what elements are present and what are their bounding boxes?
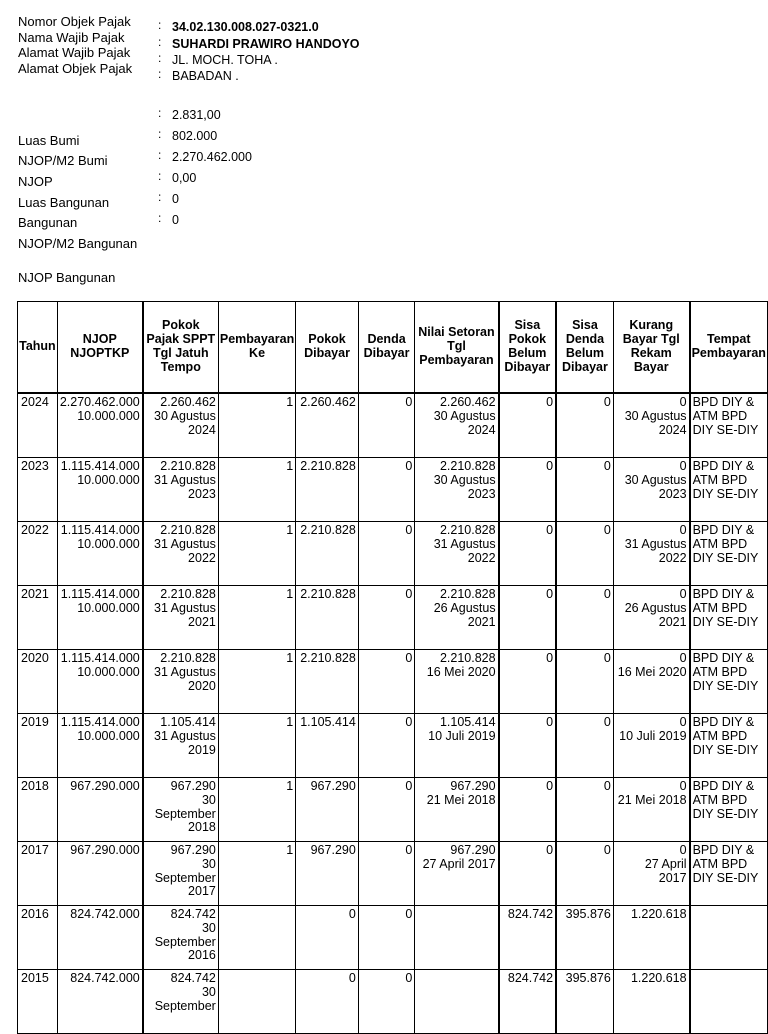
- cell-tempat: [690, 586, 768, 650]
- luas-bangunan-label: Luas Bangunan: [18, 195, 110, 210]
- cell-pokok-dibayar-pokok-dibayar: 2.260.462: [300, 395, 356, 409]
- cell-pembayaran-ke-ke: 1: [286, 715, 294, 729]
- cell-nilai-setoran: [415, 650, 499, 714]
- cell-nilai-setoran-tgl-bayar: 30 Agustus 2023: [433, 472, 496, 501]
- cell-tahun-tahun: 2023: [21, 459, 49, 473]
- cell-denda-dibayar: [358, 714, 415, 778]
- cell-pokok-dibayar-pokok-dibayar: 2.210.828: [300, 587, 356, 601]
- cell-nilai-setoran-tgl-bayar: 10 Juli 2019: [428, 728, 496, 743]
- cell-pokok-dibayar: [296, 650, 359, 714]
- cell-tempat: [690, 778, 768, 842]
- cell-kurang-bayar-kurang: 0: [679, 779, 687, 793]
- cell-pokok-pajak-jatuh-tempo: 30 September: [154, 984, 216, 1013]
- colon: :: [158, 190, 162, 204]
- cell-sisa-denda: [556, 522, 613, 586]
- cell-njop: [57, 906, 142, 970]
- cell-sisa-denda-sisa-denda: 0: [603, 395, 611, 409]
- cell-kurang-bayar: [613, 393, 689, 458]
- colon: :: [158, 51, 162, 65]
- cell-denda-dibayar: [358, 906, 415, 970]
- njop-bumi-label: NJOP: [18, 174, 53, 189]
- alamat-wajib-pajak-value: JL. MOCH. TOHA .: [172, 53, 278, 67]
- cell-pokok-pajak: [143, 906, 219, 970]
- cell-njop: [57, 458, 142, 522]
- cell-tahun: [18, 714, 58, 778]
- cell-denda-dibayar: [358, 842, 415, 906]
- cell-nilai-setoran-setoran: 2.210.828: [439, 587, 496, 601]
- cell-njop: [57, 842, 142, 906]
- cell-pokok-pajak-jatuh-tempo: 31 Agustus 2019: [154, 728, 216, 757]
- cell-njop: [57, 714, 142, 778]
- cell-tahun-tahun: 2022: [21, 523, 49, 537]
- cell-tahun-tahun: 2016: [21, 907, 49, 921]
- cell-sisa-pokok: [499, 778, 556, 842]
- cell-denda-dibayar: [358, 458, 415, 522]
- cell-pembayaran-ke: [218, 586, 295, 650]
- cell-pokok-dibayar-pokok-dibayar: 1.105.414: [300, 715, 356, 729]
- cell-sisa-pokok-sisa-pokok: 0: [546, 651, 554, 665]
- cell-pokok-pajak-jatuh-tempo: 30 September 2017: [154, 856, 216, 899]
- col-header-denda-dibayar: Denda Dibayar: [358, 302, 415, 394]
- cell-denda-dibayar: [358, 650, 415, 714]
- cell-denda-dibayar: [358, 522, 415, 586]
- cell-tempat: [690, 393, 768, 458]
- cell-kurang-bayar-tgl-rekam: 31 Agustus 2022: [624, 536, 687, 565]
- colon: :: [158, 169, 162, 183]
- cell-njop-njop: 824.742.000: [70, 907, 140, 921]
- cell-tahun-tahun: 2017: [21, 843, 49, 857]
- cell-tempat: [690, 714, 768, 778]
- njop-m2-bangunan-label-2: NJOP/M2 Bangunan: [18, 236, 138, 251]
- cell-pembayaran-ke: [218, 906, 295, 970]
- cell-pembayaran-ke: [218, 778, 295, 842]
- cell-pokok-dibayar-pokok-dibayar: 2.210.828: [300, 523, 356, 537]
- cell-tahun: [18, 393, 58, 458]
- cell-sisa-pokok-sisa-pokok: 0: [546, 587, 554, 601]
- cell-pokok-dibayar-pokok-dibayar: 0: [348, 907, 356, 921]
- cell-tempat-tempat: BPD DIY & ATM BPD DIY SE-DIY: [692, 843, 759, 885]
- cell-kurang-bayar-kurang: 1.220.618: [630, 907, 687, 921]
- luas-bumi-label: Luas Bumi: [18, 133, 80, 148]
- cell-kurang-bayar-tgl-rekam: 26 Agustus 2021: [624, 600, 687, 629]
- cell-denda-dibayar-denda-dibayar: 0: [405, 843, 413, 857]
- njop-bangunan-value: 0: [172, 213, 179, 227]
- cell-sisa-denda-sisa-denda: 0: [603, 715, 611, 729]
- cell-kurang-bayar: [613, 714, 689, 778]
- cell-kurang-bayar: [613, 586, 689, 650]
- cell-tahun-tahun: 2020: [21, 651, 49, 665]
- cell-nilai-setoran: [415, 842, 499, 906]
- cell-njop-njoptkp: 10.000.000: [77, 472, 140, 487]
- cell-sisa-denda-sisa-denda: 0: [603, 779, 611, 793]
- cell-njop: [57, 522, 142, 586]
- cell-sisa-pokok-sisa-pokok: 0: [546, 779, 554, 793]
- cell-kurang-bayar: [613, 458, 689, 522]
- cell-pokok-pajak: [143, 393, 219, 458]
- cell-pokok-pajak-jatuh-tempo: 30 September 2016: [154, 920, 216, 963]
- cell-sisa-denda-sisa-denda: 0: [603, 843, 611, 857]
- cell-sisa-denda: [556, 842, 613, 906]
- cell-denda-dibayar-denda-dibayar: 0: [405, 907, 413, 921]
- cell-sisa-denda: [556, 650, 613, 714]
- njop-m2-bangunan-label: Bangunan: [18, 215, 78, 230]
- cell-denda-dibayar-denda-dibayar: 0: [405, 651, 413, 665]
- cell-nilai-setoran-tgl-bayar: 27 April 2017: [422, 856, 496, 871]
- cell-njop-njoptkp: 10.000.000: [77, 408, 140, 423]
- cell-tempat: [690, 650, 768, 714]
- table-row: [18, 393, 768, 458]
- cell-pokok-pajak-pokok: 824.742: [170, 907, 216, 921]
- cell-sisa-pokok: [499, 393, 556, 458]
- cell-sisa-pokok: [499, 650, 556, 714]
- cell-kurang-bayar-tgl-rekam: 16 Mei 2020: [617, 664, 687, 679]
- colon: :: [158, 67, 162, 81]
- njop-m2-bumi-label: NJOP/M2 Bumi: [18, 153, 108, 168]
- col-header-pokok-pajak: Pokok Pajak SPPT Tgl Jatuh Tempo: [143, 302, 219, 394]
- njop-m2-bumi-value: 802.000: [172, 129, 218, 143]
- cell-tempat: [690, 842, 768, 906]
- cell-kurang-bayar-tgl-rekam: 30 Agustus 2023: [624, 472, 687, 501]
- cell-njop: [57, 393, 142, 458]
- cell-pokok-pajak: [143, 522, 219, 586]
- colon: :: [158, 127, 162, 141]
- table-header-row: [18, 302, 768, 394]
- cell-sisa-denda-sisa-denda: 395.876: [565, 971, 611, 985]
- cell-pokok-pajak-jatuh-tempo: 31 Agustus 2022: [154, 536, 216, 565]
- cell-sisa-pokok-sisa-pokok: 0: [546, 459, 554, 473]
- cell-njop-njop: 967.290.000: [70, 843, 140, 857]
- table-row: [18, 842, 768, 906]
- cell-njop-njoptkp: 10.000.000: [77, 664, 140, 679]
- cell-nilai-setoran-setoran: 967.290: [450, 779, 496, 793]
- cell-sisa-denda-sisa-denda: 0: [603, 459, 611, 473]
- cell-pokok-pajak: [143, 586, 219, 650]
- cell-kurang-bayar: [613, 778, 689, 842]
- cell-pembayaran-ke: [218, 842, 295, 906]
- cell-pokok-pajak-pokok: 967.290: [170, 779, 216, 793]
- cell-sisa-pokok: [499, 842, 556, 906]
- cell-sisa-pokok: [499, 586, 556, 650]
- cell-pembayaran-ke-ke: 1: [286, 587, 294, 601]
- cell-njop-njop: 1.115.414.000: [60, 651, 140, 665]
- cell-nilai-setoran: [415, 714, 499, 778]
- cell-sisa-denda: [556, 586, 613, 650]
- cell-pokok-dibayar: [296, 906, 359, 970]
- cell-njop-njoptkp: 10.000.000: [77, 536, 140, 551]
- cell-tempat: [690, 522, 768, 586]
- colon: :: [158, 148, 162, 162]
- cell-pokok-dibayar-pokok-dibayar: 967.290: [310, 779, 356, 793]
- cell-tempat-tempat: BPD DIY & ATM BPD DIY SE-DIY: [692, 779, 759, 821]
- cell-kurang-bayar-tgl-rekam: 27 April 2017: [644, 856, 687, 885]
- cell-tahun: [18, 458, 58, 522]
- cell-pokok-pajak-pokok: 2.210.828: [160, 587, 216, 601]
- cell-sisa-denda-sisa-denda: 0: [603, 587, 611, 601]
- cell-njop: [57, 650, 142, 714]
- cell-nilai-setoran: [415, 778, 499, 842]
- cell-pokok-pajak: [143, 458, 219, 522]
- cell-denda-dibayar: [358, 393, 415, 458]
- njop-bumi-value: 2.270.462.000: [172, 150, 252, 164]
- cell-nilai-setoran: [415, 522, 499, 586]
- cell-kurang-bayar: [613, 650, 689, 714]
- cell-nilai-setoran-setoran: 1.105.414: [439, 715, 496, 729]
- cell-nilai-setoran: [415, 458, 499, 522]
- cell-tempat-tempat: BPD DIY & ATM BPD DIY SE-DIY: [692, 459, 759, 501]
- cell-denda-dibayar-denda-dibayar: 0: [405, 715, 413, 729]
- cell-pembayaran-ke: [218, 458, 295, 522]
- alamat-objek-pajak-value: BABADAN .: [172, 69, 239, 83]
- cell-kurang-bayar-tgl-rekam: 21 Mei 2018: [617, 792, 687, 807]
- cell-kurang-bayar-kurang: 0: [679, 395, 687, 409]
- cell-denda-dibayar: [358, 586, 415, 650]
- cell-njop-njop: 1.115.414.000: [60, 459, 140, 473]
- colon: :: [158, 211, 162, 225]
- njop-m2-bangunan-value: 0: [172, 192, 179, 206]
- col-header-tahun: Tahun: [18, 302, 58, 394]
- cell-sisa-denda-sisa-denda: 0: [603, 523, 611, 537]
- cell-njop-njop: 967.290.000: [70, 779, 140, 793]
- col-header-pembayaran-ke: Pembayaran Ke: [218, 302, 295, 394]
- cell-denda-dibayar-denda-dibayar: 0: [405, 459, 413, 473]
- cell-pembayaran-ke-ke: 1: [286, 779, 294, 793]
- cell-nilai-setoran-tgl-bayar: 21 Mei 2018: [426, 792, 496, 807]
- cell-sisa-denda: [556, 458, 613, 522]
- cell-njop-njoptkp: 10.000.000: [77, 600, 140, 615]
- luas-bumi-value: 2.831,00: [172, 108, 221, 122]
- cell-nilai-setoran-tgl-bayar: 31 Agustus 2022: [433, 536, 496, 565]
- cell-sisa-pokok-sisa-pokok: 824.742: [507, 907, 554, 921]
- cell-tahun-tahun: 2015: [21, 971, 49, 985]
- nama-wajib-pajak-value: SUHARDI PRAWIRO HANDOYO: [172, 37, 360, 51]
- table-row: [18, 714, 768, 778]
- cell-pokok-dibayar: [296, 458, 359, 522]
- col-header-sisa-denda: Sisa Denda Belum Dibayar: [556, 302, 613, 394]
- cell-pokok-pajak: [143, 714, 219, 778]
- colon: :: [158, 35, 162, 49]
- cell-pokok-dibayar: [296, 842, 359, 906]
- cell-pembayaran-ke: [218, 650, 295, 714]
- cell-pokok-pajak: [143, 842, 219, 906]
- col-header-pokok-dibayar: Pokok Dibayar: [296, 302, 359, 394]
- payment-history-table: [17, 301, 768, 1034]
- cell-tempat-tempat: BPD DIY & ATM BPD DIY SE-DIY: [692, 715, 759, 757]
- nomor-objek-value: 34.02.130.008.027-0321.0: [172, 20, 319, 34]
- cell-denda-dibayar-denda-dibayar: 0: [405, 971, 413, 985]
- cell-kurang-bayar-kurang: 0: [679, 715, 687, 729]
- cell-tempat-tempat: BPD DIY & ATM BPD DIY SE-DIY: [692, 395, 759, 437]
- cell-denda-dibayar-denda-dibayar: 0: [405, 395, 413, 409]
- cell-sisa-pokok-sisa-pokok: 0: [546, 843, 554, 857]
- cell-pokok-dibayar: [296, 778, 359, 842]
- cell-pokok-pajak-jatuh-tempo: 31 Agustus 2020: [154, 664, 216, 693]
- cell-pokok-pajak-pokok: 2.210.828: [160, 523, 216, 537]
- cell-pokok-dibayar-pokok-dibayar: 0: [348, 971, 356, 985]
- cell-nilai-setoran-tgl-bayar: 26 Agustus 2021: [433, 600, 496, 629]
- cell-pokok-pajak-pokok: 967.290: [170, 843, 216, 857]
- cell-kurang-bayar-kurang: 0: [679, 651, 687, 665]
- table-row: [18, 778, 768, 842]
- col-header-njop: NJOP NJOPTKP: [57, 302, 142, 394]
- cell-sisa-pokok-sisa-pokok: 824.742: [507, 971, 554, 985]
- cell-pokok-dibayar-pokok-dibayar: 2.210.828: [300, 651, 356, 665]
- cell-tempat-tempat: BPD DIY & ATM BPD DIY SE-DIY: [692, 587, 759, 629]
- table-row: [18, 650, 768, 714]
- cell-tahun: [18, 906, 58, 970]
- cell-tahun-tahun: 2024: [21, 395, 49, 409]
- cell-tempat-tempat: BPD DIY & ATM BPD DIY SE-DIY: [692, 651, 759, 693]
- cell-pokok-dibayar: [296, 522, 359, 586]
- cell-pembayaran-ke-ke: 1: [286, 523, 294, 537]
- cell-pokok-pajak: [143, 650, 219, 714]
- cell-njop-njop: 1.115.414.000: [60, 523, 140, 537]
- cell-sisa-pokok-sisa-pokok: 0: [546, 395, 554, 409]
- cell-nilai-setoran: [415, 393, 499, 458]
- cell-njop-njop: 1.115.414.000: [60, 715, 140, 729]
- cell-pembayaran-ke-ke: 1: [286, 395, 294, 409]
- col-header-sisa-pokok: Sisa Pokok Belum Dibayar: [499, 302, 556, 394]
- cell-sisa-denda: [556, 778, 613, 842]
- njop-bangunan-label: NJOP Bangunan: [18, 270, 116, 285]
- cell-nilai-setoran-setoran: 2.210.828: [439, 651, 496, 665]
- cell-denda-dibayar-denda-dibayar: 0: [405, 779, 413, 793]
- cell-tempat-tempat: BPD DIY & ATM BPD DIY SE-DIY: [692, 523, 759, 565]
- cell-pokok-pajak-pokok: 2.260.462: [160, 395, 216, 409]
- cell-nilai-setoran: [415, 586, 499, 650]
- cell-sisa-pokok: [499, 906, 556, 970]
- cell-pokok-pajak-jatuh-tempo: 31 Agustus 2021: [154, 600, 216, 629]
- luas-bangunan-value: 0,00: [172, 171, 197, 185]
- cell-sisa-denda: [556, 393, 613, 458]
- cell-pokok-dibayar-pokok-dibayar: 2.210.828: [300, 459, 356, 473]
- table-row: [18, 522, 768, 586]
- cell-nilai-setoran-tgl-bayar: 30 Agustus 2024: [433, 408, 496, 437]
- cell-nilai-setoran-setoran: 2.210.828: [439, 459, 496, 473]
- cell-pokok-pajak-jatuh-tempo: 30 Agustus 2024: [154, 408, 216, 437]
- cell-tahun-tahun: 2018: [21, 779, 49, 793]
- colon: :: [158, 18, 162, 32]
- cell-tahun: [18, 842, 58, 906]
- cell-pokok-pajak-jatuh-tempo: 31 Agustus 2023: [154, 472, 216, 501]
- cell-pembayaran-ke-ke: 1: [286, 843, 294, 857]
- cell-kurang-bayar-kurang: 0: [679, 587, 687, 601]
- cell-kurang-bayar: [613, 842, 689, 906]
- cell-nilai-setoran-setoran: 967.290: [450, 843, 496, 857]
- cell-njop-njoptkp: 10.000.000: [77, 728, 140, 743]
- cell-pokok-pajak: [143, 778, 219, 842]
- cell-njop: [57, 586, 142, 650]
- cell-denda-dibayar-denda-dibayar: 0: [405, 523, 413, 537]
- cell-denda-dibayar: [358, 778, 415, 842]
- cell-kurang-bayar-kurang: 0: [679, 843, 687, 857]
- cell-pokok-dibayar: [296, 714, 359, 778]
- cell-kurang-bayar-tgl-rekam: 30 Agustus 2024: [624, 408, 687, 437]
- cell-pembayaran-ke-ke: 1: [286, 459, 294, 473]
- cell-pokok-dibayar: [296, 586, 359, 650]
- cell-sisa-pokok: [499, 458, 556, 522]
- cell-njop: [57, 778, 142, 842]
- cell-tahun: [18, 778, 58, 842]
- table-row: [18, 586, 768, 650]
- cell-sisa-denda-sisa-denda: 0: [603, 651, 611, 665]
- table-row: [18, 458, 768, 522]
- cell-sisa-pokok: [499, 714, 556, 778]
- cell-pokok-pajak-jatuh-tempo: 30 September 2018: [154, 792, 216, 835]
- col-header-nilai-setoran: Nilai Setoran Tgl Pembayaran: [415, 302, 499, 394]
- cell-pembayaran-ke: [218, 714, 295, 778]
- cell-pokok-pajak-pokok: 2.210.828: [160, 651, 216, 665]
- info-labels: Nomor Objek Pajak Nama Wajib Pajak Alamat Wajib Pajak Alamat Objek Pajak: [18, 14, 133, 76]
- cell-pembayaran-ke-ke: 1: [286, 651, 294, 665]
- cell-pembayaran-ke: [218, 522, 295, 586]
- cell-njop-njop: 2.270.462.000: [59, 395, 140, 409]
- colon: :: [158, 106, 162, 120]
- cell-denda-dibayar-denda-dibayar: 0: [405, 587, 413, 601]
- cell-tempat: [690, 458, 768, 522]
- cell-nilai-setoran-tgl-bayar: 16 Mei 2020: [426, 664, 496, 679]
- cell-njop-njop: 824.742.000: [70, 971, 140, 985]
- cell-kurang-bayar-kurang: 0: [679, 523, 687, 537]
- cell-tahun: [18, 586, 58, 650]
- cell-tahun: [18, 522, 58, 586]
- cell-tahun: [18, 650, 58, 714]
- cell-tempat: [690, 906, 768, 970]
- cell-sisa-pokok-sisa-pokok: 0: [546, 523, 554, 537]
- cell-pembayaran-ke: [218, 393, 295, 458]
- cell-sisa-pokok-sisa-pokok: 0: [546, 715, 554, 729]
- cell-tahun-tahun: 2019: [21, 715, 49, 729]
- cell-pokok-dibayar-pokok-dibayar: 967.290: [310, 843, 356, 857]
- cell-nilai-setoran-setoran: 2.210.828: [439, 523, 496, 537]
- cell-nilai-setoran: [415, 906, 499, 970]
- cell-nilai-setoran-setoran: 2.260.462: [439, 395, 496, 409]
- cell-sisa-denda: [556, 714, 613, 778]
- table-row: [18, 906, 768, 970]
- cell-sisa-denda: [556, 906, 613, 970]
- cell-kurang-bayar-kurang: 0: [679, 459, 687, 473]
- cell-kurang-bayar: [613, 906, 689, 970]
- cell-pokok-pajak-pokok: 2.210.828: [160, 459, 216, 473]
- col-header-tempat: Tempat Pembayaran: [690, 302, 768, 394]
- cell-pokok-pajak-pokok: 1.105.414: [160, 715, 216, 729]
- cell-kurang-bayar: [613, 522, 689, 586]
- cell-njop-njop: 1.115.414.000: [60, 587, 140, 601]
- cell-pokok-pajak-pokok: 824.742: [170, 971, 216, 985]
- cell-kurang-bayar-tgl-rekam: 10 Juli 2019: [619, 728, 687, 743]
- cell-sisa-pokok: [499, 522, 556, 586]
- cell-pokok-dibayar: [296, 393, 359, 458]
- cell-kurang-bayar-kurang: 1.220.618: [630, 971, 687, 985]
- cell-sisa-denda-sisa-denda: 395.876: [565, 907, 611, 921]
- col-header-kurang-bayar: Kurang Bayar Tgl Rekam Bayar: [613, 302, 689, 394]
- cell-tahun-tahun: 2021: [21, 587, 49, 601]
